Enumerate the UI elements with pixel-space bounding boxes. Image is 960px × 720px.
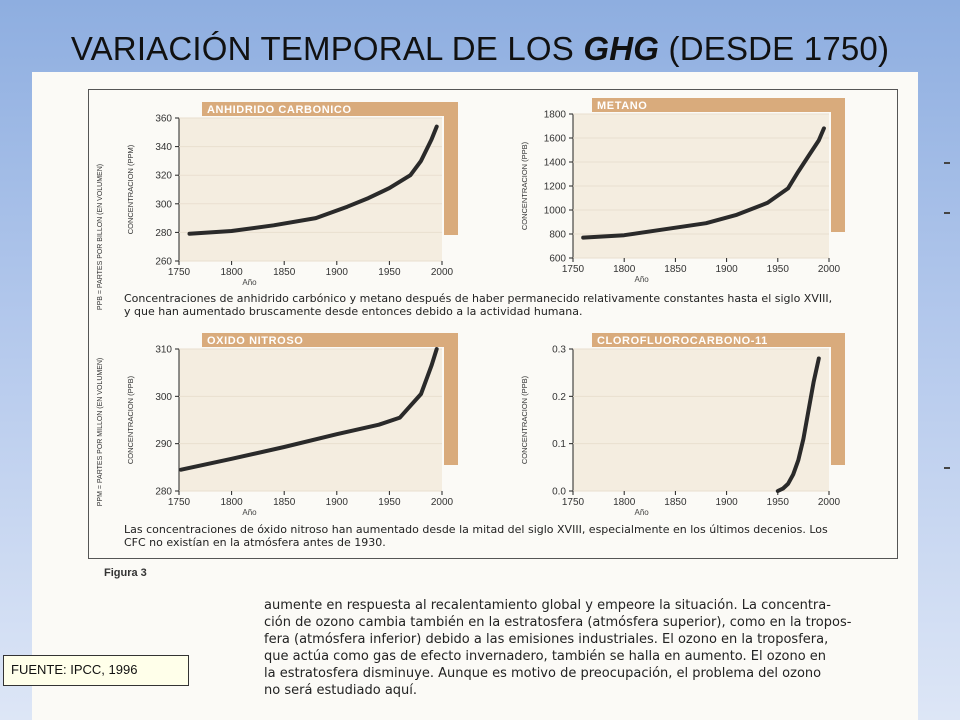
x-tick-label: 1800 [613,497,636,508]
chart-panel-4 [520,333,845,517]
page-mark [944,162,950,164]
side-label-ppb: PPB = PARTES POR BILLON (EN VOLUMEN) [97,163,104,311]
x-axis-label: Año [242,278,257,287]
x-tick-label: 1900 [325,267,348,278]
y-tick-label: 0.1 [552,439,566,451]
x-tick-label: 1950 [378,267,401,278]
y-tick-label: 280 [155,486,172,498]
page-mark [944,467,950,469]
y-axis-label: CONCENTRACION (PPB) [126,375,135,465]
x-tick-label: 1800 [220,497,243,508]
y-tick-label: 290 [155,439,172,451]
y-tick-label: 1400 [543,157,566,169]
chart-title: ANHIDRIDO CARBONICO [207,104,352,116]
title-prefix: VARIACIÓN TEMPORAL DE LOS [70,30,584,67]
y-tick-label: 0.0 [552,486,566,498]
y-tick-label: 300 [155,199,172,211]
y-tick-label: 1800 [543,109,566,121]
x-tick-label: 1950 [766,264,789,275]
caption-bottom-line: Las concentraciones de óxido nitroso han aumentado desde la mitad del siglo XVIII, especialmente en los últimos decenios. Los [124,523,828,536]
x-tick-label: 1950 [378,497,401,508]
x-tick-label: 1750 [167,497,191,508]
y-tick-label: 1000 [543,205,566,217]
figure-label: Figura 3 [104,567,147,579]
x-axis-label: Año [634,508,649,517]
slide-title [0,30,960,68]
title-suffix: (DESDE 1750) [659,30,890,67]
x-tick-label: 1850 [664,497,687,508]
body-text: aumente en respuesta al recalentamiento global y empeore la situación. La concentra- ción de ozono cambia también en la estratosfera (atmósfera superior), como en la tropos- fera (atmósfera inferior) debido a las emisiones industriales. El ozono en la troposfera, que actúa como gas de efecto invernadero, también se halla en aumento. El ozono en la estratosfera disminuye. Aunque es motivo de preocupación, el problema del ozono no será estudiado aquí. [264,598,852,698]
y-tick-label: 600 [549,253,566,265]
y-axis-label: CONCENTRACION (PPM) [126,144,135,235]
y-tick-label: 0.3 [552,344,566,356]
title-emphasis: GHG [583,30,660,67]
x-tick-label: 2000 [430,267,454,278]
x-tick-label: 1900 [325,497,348,508]
y-tick-label: 0.2 [552,391,566,403]
plot-background [573,349,829,491]
chart-side-band [831,98,845,232]
y-tick-label: 310 [155,344,172,356]
y-tick-label: 280 [155,227,172,239]
x-axis-label: Año [242,508,257,517]
chart-panel-2 [520,98,845,284]
x-tick-label: 1750 [167,267,191,278]
chart-title: METANO [597,100,648,112]
x-tick-label: 1800 [613,264,636,275]
x-tick-label: 2000 [817,264,841,275]
x-tick-label: 1900 [715,497,738,508]
chart-panel-3 [126,333,458,517]
caption-top-line: y que han aumentado bruscamente desde entonces debido a la actividad humana. [124,305,583,318]
y-tick-label: 260 [155,256,172,268]
chart-title: OXIDO NITROSO [207,335,304,347]
x-tick-label: 1800 [220,267,243,278]
x-axis-label: Año [634,275,649,284]
side-label-ppm: PPM = PARTES POR MILLON (EN VOLUMEN) [97,357,104,507]
chart-panel-1 [126,102,458,287]
y-axis-label: CONCENTRACION (PPB) [520,375,529,465]
chart-side-band [444,102,458,235]
chart-side-band [831,333,845,465]
plot-background [179,118,442,261]
x-tick-label: 1950 [766,497,789,508]
page-mark [944,212,950,214]
y-tick-label: 800 [549,229,566,241]
chart-title: CLOROFLUOROCARBONO-11 [597,335,768,347]
x-tick-label: 1850 [273,497,296,508]
caption-top-line: Concentraciones de anhidrido carbónico y metano después de haber permanecido relativamente constantes hasta el siglo XVIII, [124,292,833,305]
y-tick-label: 320 [155,170,172,182]
x-tick-label: 2000 [430,497,454,508]
x-tick-label: 1750 [561,264,585,275]
y-axis-label: CONCENTRACION (PPB) [520,141,529,231]
x-tick-label: 1850 [664,264,687,275]
plot-background [179,349,442,491]
source-note: FUENTE: IPCC, 1996 [3,655,189,686]
caption-bottom-line: CFC no existían en la atmósfera antes de 1930. [124,536,386,549]
x-tick-label: 1850 [273,267,296,278]
y-tick-label: 1200 [543,181,566,193]
x-tick-label: 1750 [561,497,585,508]
x-tick-label: 2000 [817,497,841,508]
y-tick-label: 340 [155,142,172,154]
scanned-page [32,72,918,720]
y-tick-label: 1600 [543,133,566,145]
chart-side-band [444,333,458,465]
y-tick-label: 360 [155,113,172,125]
y-tick-label: 300 [155,391,172,403]
x-tick-label: 1900 [715,264,738,275]
